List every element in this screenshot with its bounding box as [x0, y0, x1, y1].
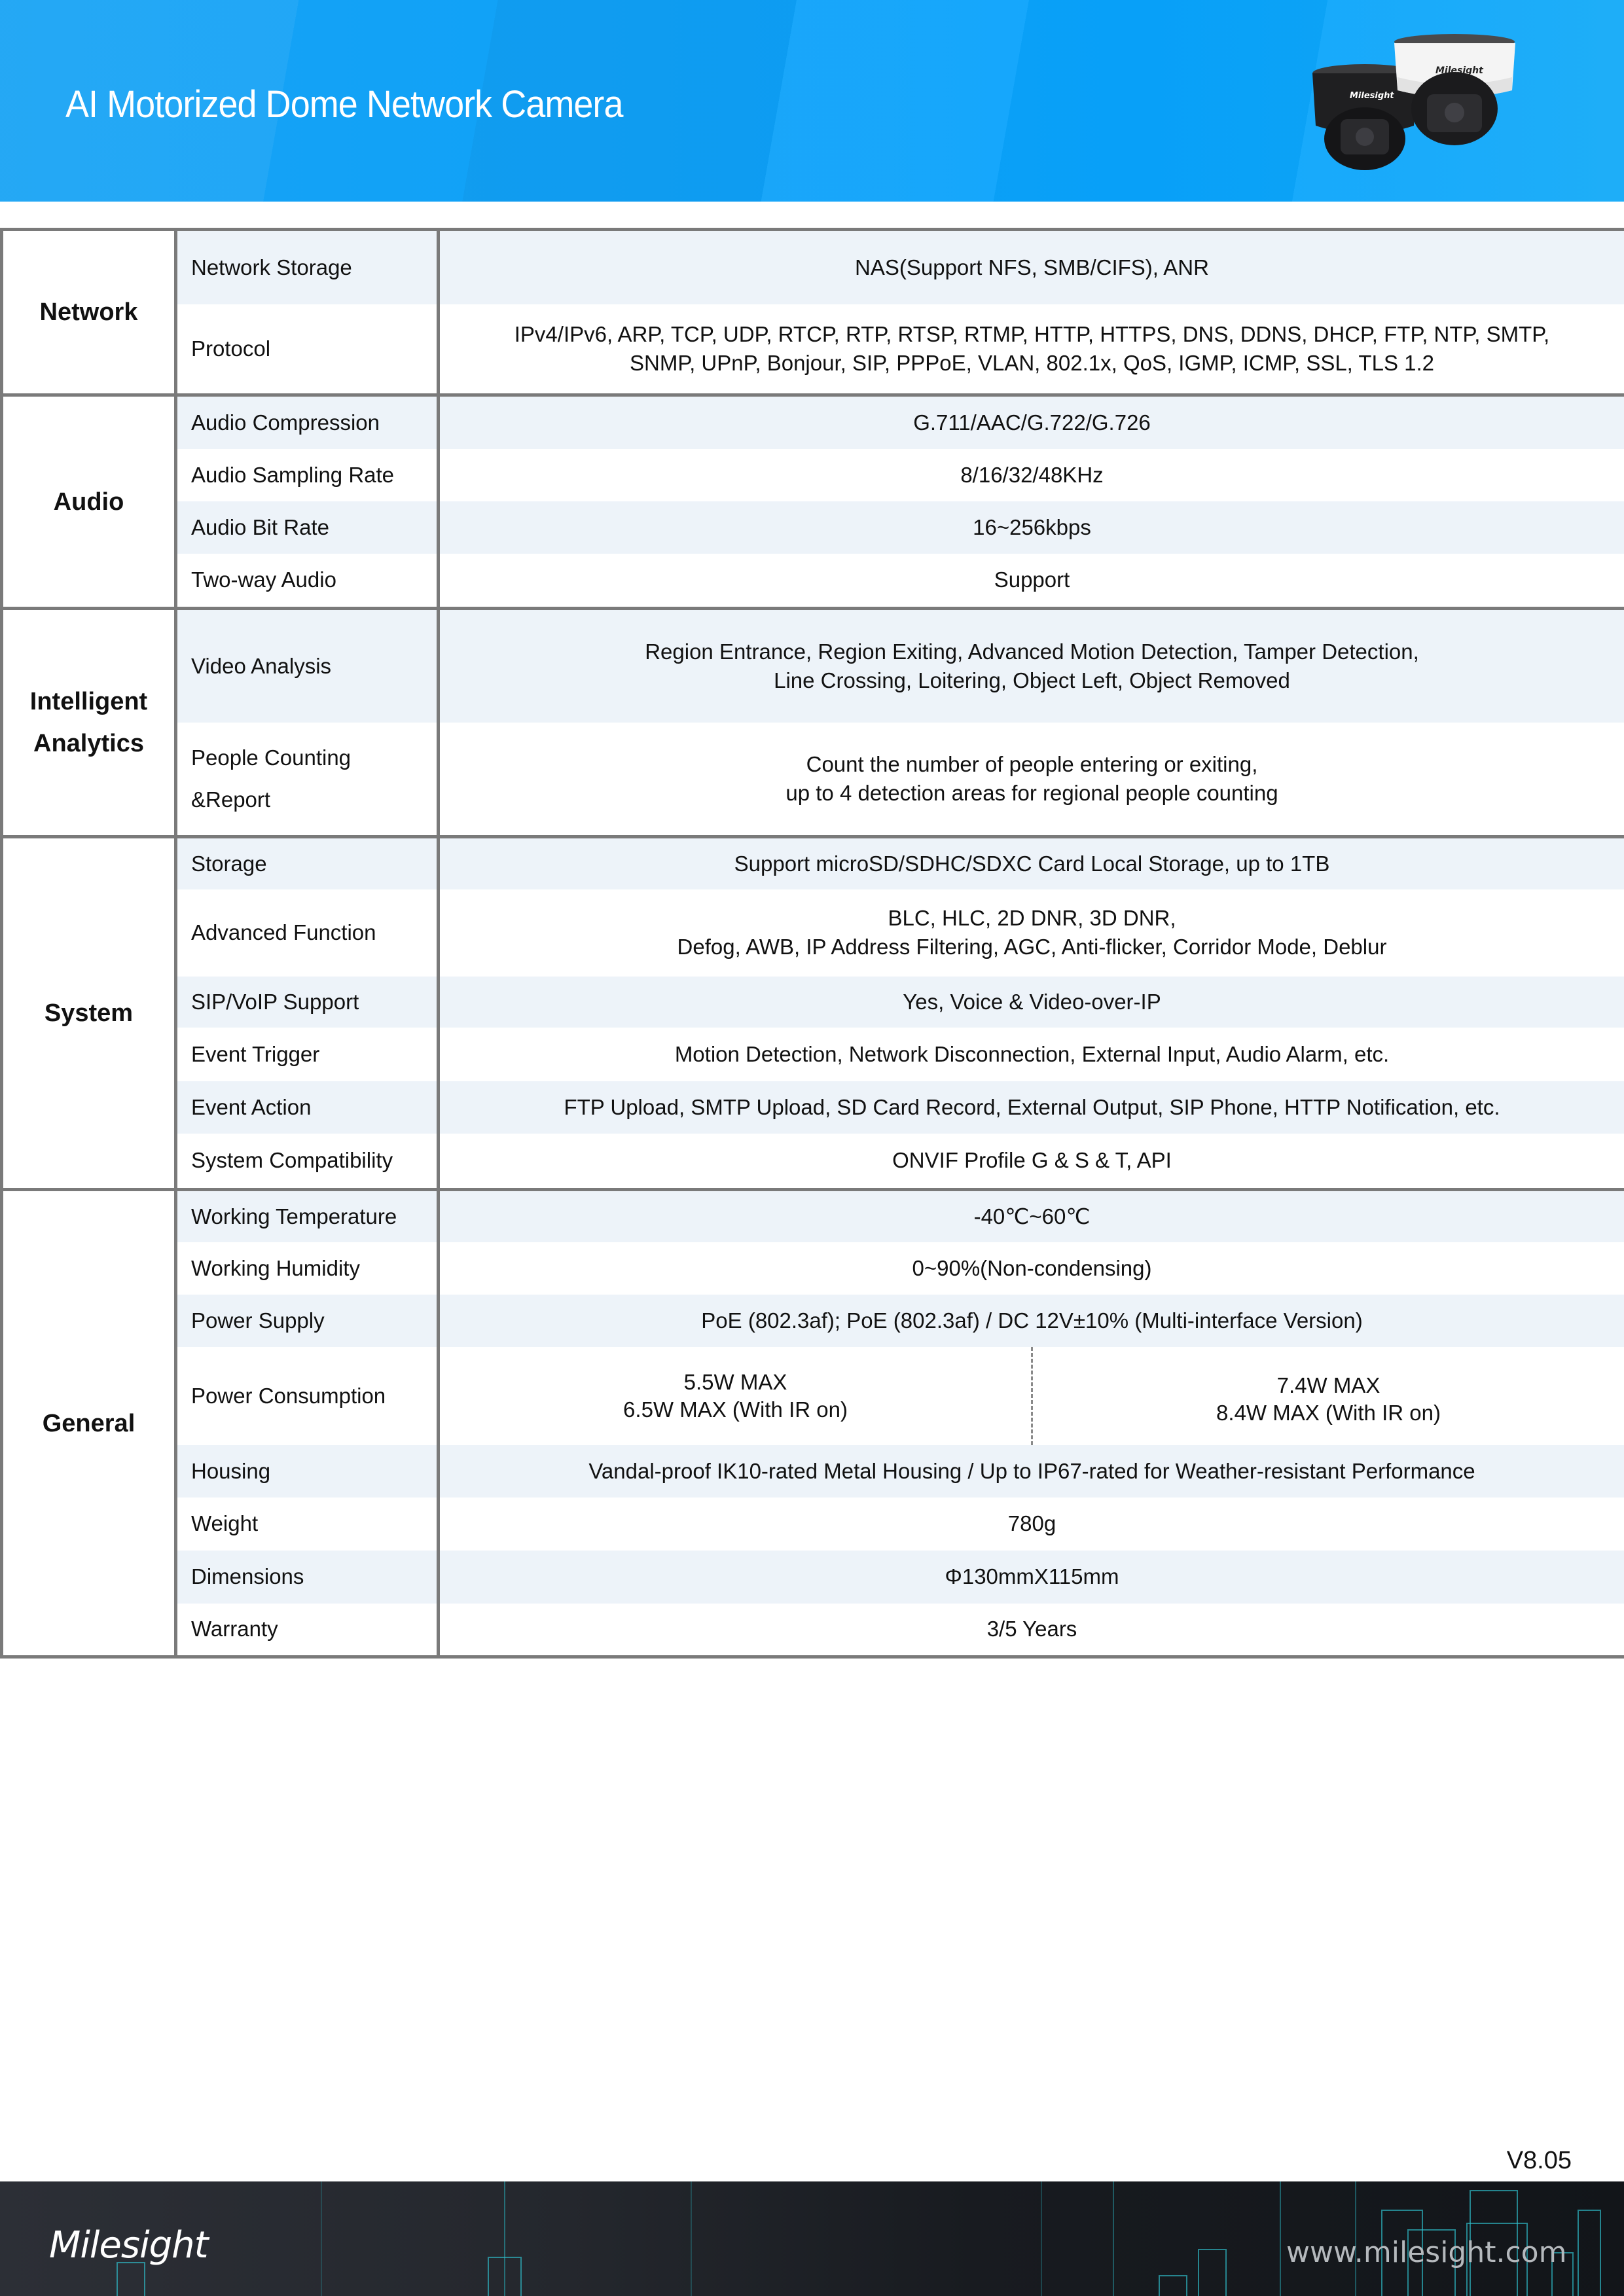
row-label: Two-way Audio [176, 554, 439, 609]
group-intelligent-analytics [2, 609, 176, 837]
milesight-logo: Milesight [49, 2224, 208, 2267]
group-name-line: Analytics [33, 730, 144, 757]
value-line: Defog, AWB, IP Address Filtering, AGC, Anti-flicker, Corridor Mode, Deblur [677, 935, 1387, 959]
table-row [2, 837, 1624, 889]
row-value: Φ130mmX115mm [439, 1551, 1624, 1604]
row-value: Support microSD/SDHC/SDXC Card Local Storage, up to 1TB [439, 837, 1624, 889]
value-line: Count the number of people entering or exiting, [806, 751, 1258, 776]
row-value: G.711/AAC/G.722/G.726 [439, 395, 1624, 449]
value-line: Region Entrance, Region Exiting, Advanced Motion Detection, Tamper Detection, [645, 639, 1419, 664]
page-title: AI Motorized Dome Network Camera [65, 83, 623, 126]
table-row [2, 1190, 1624, 1242]
label-line: &Report [191, 787, 271, 812]
skyline-decoration [1113, 2181, 1114, 2296]
row-label: Storage [176, 837, 439, 889]
version-label: V8.05 [1506, 2147, 1572, 2174]
row-label: Weight [176, 1498, 439, 1551]
row-value [439, 609, 1624, 723]
camera-brand-label: Milesight [1435, 65, 1483, 76]
row-label: SIP/VoIP Support [176, 977, 439, 1028]
power-standard-version [440, 1347, 1031, 1445]
row-value: NAS(Support NFS, SMB/CIFS), ANR [439, 230, 1624, 304]
row-label: System Compatibility [176, 1134, 439, 1190]
row-label: Advanced Function [176, 889, 439, 977]
group-system: System [2, 837, 176, 1190]
row-value: FTP Upload, SMTP Upload, SD Card Record, External Output, SIP Phone, HTTP Notification, etc. [439, 1081, 1624, 1134]
row-label [176, 723, 439, 837]
row-value [439, 304, 1624, 395]
skyline-decoration [321, 2181, 322, 2296]
row-value: Motion Detection, Network Disconnection, External Input, Audio Alarm, etc. [439, 1028, 1624, 1081]
table-row [2, 977, 1624, 1028]
value-line: 6.5W MAX (With IR on) [623, 1397, 848, 1422]
row-value: PoE (802.3af); PoE (802.3af) / DC 12V±10% (Multi-interface Version) [439, 1295, 1624, 1347]
row-label: Working Humidity [176, 1242, 439, 1295]
row-value: 3/5 Years [439, 1604, 1624, 1657]
skyline-decoration [1041, 2181, 1042, 2296]
table-row [2, 449, 1624, 501]
power-multi-interface-version [1033, 1347, 1624, 1445]
group-network: Network [2, 230, 176, 395]
skyline-decoration [488, 2257, 522, 2296]
row-label: Event Action [176, 1081, 439, 1134]
group-audio: Audio [2, 395, 176, 609]
row-label: Dimensions [176, 1551, 439, 1604]
skyline-decoration [1280, 2181, 1281, 2296]
table-row [2, 609, 1624, 723]
value-line: BLC, HLC, 2D DNR, 3D DNR, [888, 906, 1176, 930]
table-row [2, 230, 1624, 304]
skyline-decoration [1159, 2275, 1187, 2296]
row-value [439, 1347, 1624, 1445]
value-line: SNMP, UPnP, Bonjour, SIP, PPPoE, VLAN, 802.1x, QoS, IGMP, ICMP, SSL, TLS 1.2 [630, 350, 1434, 375]
table-row [2, 1604, 1624, 1657]
row-value: ONVIF Profile G & S & T, API [439, 1134, 1624, 1190]
group-general: General [2, 1190, 176, 1657]
row-label: Housing [176, 1445, 439, 1498]
row-value: Yes, Voice & Video-over-IP [439, 977, 1624, 1028]
table-row [2, 889, 1624, 977]
skyline-decoration [691, 2181, 692, 2296]
table-row [2, 1445, 1624, 1498]
table-row [2, 1295, 1624, 1347]
value-line: 7.4W MAX [1276, 1372, 1380, 1397]
table-row [2, 1081, 1624, 1134]
label-line: People Counting [191, 745, 352, 770]
row-value: 780g [439, 1498, 1624, 1551]
row-label: Network Storage [176, 230, 439, 304]
row-value [439, 723, 1624, 837]
row-label: Working Temperature [176, 1190, 439, 1242]
table-row [2, 1242, 1624, 1295]
row-label: Protocol [176, 304, 439, 395]
table-row [2, 501, 1624, 554]
camera-brand-label: Milesight [1350, 91, 1394, 101]
row-label: Audio Bit Rate [176, 501, 439, 554]
table-row [2, 1028, 1624, 1081]
value-line: Line Crossing, Loitering, Object Left, Object Removed [774, 668, 1290, 692]
table-row [2, 1347, 1624, 1445]
row-value: -40℃~60℃ [439, 1190, 1624, 1242]
row-value: 0~90%(Non-condensing) [439, 1242, 1624, 1295]
row-label: Event Trigger [176, 1028, 439, 1081]
row-label: Audio Compression [176, 395, 439, 449]
table-row [2, 304, 1624, 395]
power-consumption-split [440, 1347, 1624, 1445]
row-value [439, 889, 1624, 977]
row-label: Power Consumption [176, 1347, 439, 1445]
table-row [2, 1551, 1624, 1604]
row-label: Video Analysis [176, 609, 439, 723]
spec-table [0, 228, 1624, 1659]
table-row [2, 395, 1624, 449]
table-row [2, 1134, 1624, 1190]
row-value: 16~256kbps [439, 501, 1624, 554]
row-label: Warranty [176, 1604, 439, 1657]
row-value: Vandal-proof IK10-rated Metal Housing / Up to IP67-rated for Weather-resistant Performance [439, 1445, 1624, 1498]
website-url: www.milesight.com [1286, 2236, 1567, 2269]
row-label: Audio Sampling Rate [176, 449, 439, 501]
header-banner [0, 0, 1624, 202]
skyline-decoration [1578, 2210, 1601, 2296]
row-value: Support [439, 554, 1624, 609]
white-dome-camera-image [1391, 31, 1519, 149]
row-value: 8/16/32/48KHz [439, 449, 1624, 501]
value-line: 5.5W MAX [683, 1369, 787, 1394]
skyline-decoration [117, 2262, 145, 2296]
group-name-line: Intelligent [29, 688, 148, 715]
table-row [2, 1498, 1624, 1551]
table-row [2, 554, 1624, 609]
table-row [2, 723, 1624, 837]
value-line: 8.4W MAX (With IR on) [1216, 1400, 1441, 1425]
row-label: Power Supply [176, 1295, 439, 1347]
value-line: up to 4 detection areas for regional people counting [785, 780, 1278, 805]
skyline-decoration [1198, 2249, 1227, 2296]
value-line: IPv4/IPv6, ARP, TCP, UDP, RTCP, RTP, RTSP, RTMP, HTTP, HTTPS, DNS, DDNS, DHCP, FTP, NTP, SMTP, [514, 321, 1550, 346]
